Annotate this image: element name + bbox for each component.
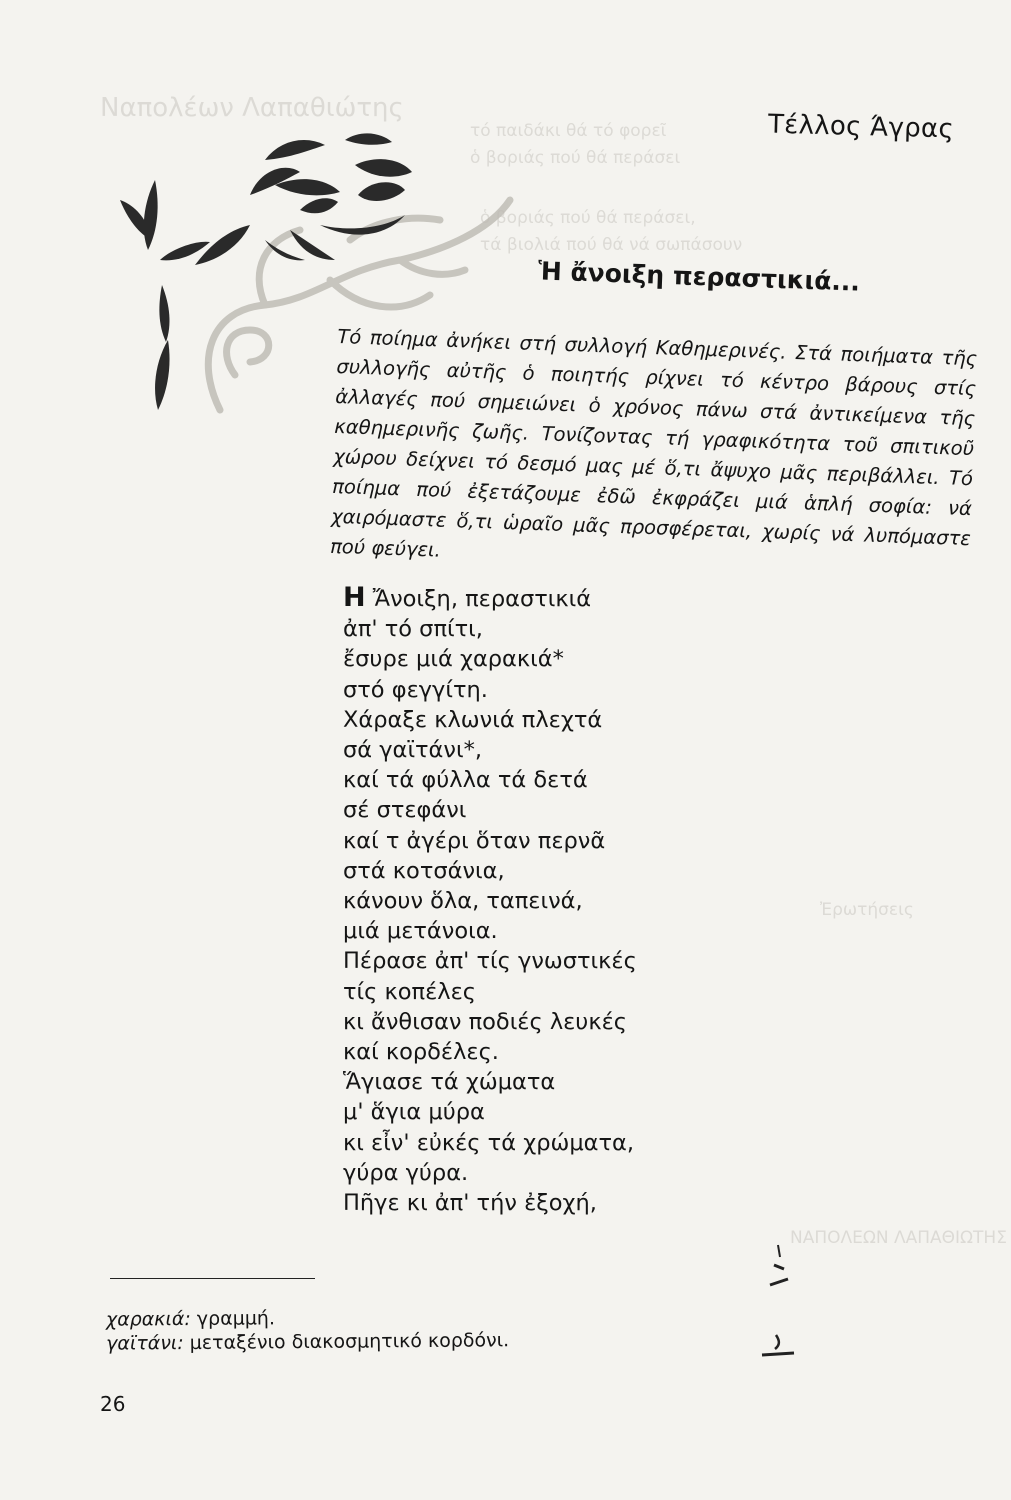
poem-line: κάνουν ὅλα, ταπεινά, [343,888,583,915]
poem-line: γύρα γύρα. [343,1159,469,1186]
poem-line-first-text: Ἄνοιξη, περαστικιά [365,586,592,612]
footnote-term: χαρακιά: [105,1308,191,1331]
bleed-line: Ναπολέων Λαπαθιώτης [100,93,404,123]
poem-line: στά κοτσάνια, [343,857,505,884]
poem-line: σά γαϊτάνι*, [343,737,482,764]
footnote-term: γαϊτάνι: [106,1332,184,1355]
poem-line: μιά μετάνοια. [343,918,498,945]
poem-line: μ' ἅγια μύρα [343,1099,485,1126]
poem-line: σέ στεφάνι [343,797,467,824]
poem-line: καί κορδέλες. [343,1039,499,1066]
bleed-line: ὁ βοριάς πού θά περάσει [470,148,681,168]
poem-line: κι εἶν' εὐκές τά χρώματα, [343,1129,634,1156]
footnotes [106,1304,509,1356]
footnote-definition: γραμμή. [190,1307,276,1331]
author-name: Τέλλος Άγρας [767,109,955,145]
bleed-through-text [790,1225,1007,1252]
footnote-item [106,1328,509,1356]
poem-line: ἀπ' τό σπίτι, [343,616,483,643]
poem-line: καί τ ἀγέρι ὅταν περνᾶ [343,827,606,854]
drop-cap: Η [343,582,366,613]
poem-body [343,583,637,1218]
intro-text: Τό ποίημα ἀνήκει στή συλλογή Καθημερινές. Στά ποιήματα τῆς συλλογῆς αὐτῆς ὁ ποιητής ρίχνει τό κέντρο βάρους στίς ἀλλαγές πού σημειώνει ὁ χρόνος πάνω στά ἀντικείμενα τῆς καθημερινῆς ζωῆς. Τονίζοντας τή γραφικότητα τοῦ σπιτικοῦ χώρου δείχνει τό δεσμό μας μέ ὅ,τι ἄψυχο μᾶς περιβάλλει. Τό ποίημα πού ἐξετάζουμε ἐδῶ ἐκφράζει μιά ἁπλή σοφία: νά χαιρόμαστε ὅ,τι ὡραῖο μᾶς προσφέρεται, χωρίς νά λυπόμαστε πού φεύγει. [329,324,978,562]
bleed-through-text [820,897,914,924]
bleed-line: Ἐρωτήσεις [820,900,914,920]
bleed-line: ΝΑΠΟΛΕΩΝ ΛΑΠΑΘΙΩΤΗΣ [790,1228,1007,1248]
poem-title: Ἡ ἄνοιξη περαστικιά... [537,256,861,297]
poem-line: καί τά φύλλα τά δετά [343,767,588,794]
page-number: 26 [100,1392,126,1416]
poem-line-first [343,583,637,614]
poem-line: ἔσυρε μιά χαρακιά* [343,646,564,673]
poem-line: Χάραξε κλωνιά πλεχτά [343,706,603,733]
poem-line: Πέρασε ἀπ' τίς γνωστικές [343,948,637,975]
poem-line: τίς κοπέλες [343,978,476,1005]
bleed-line: τό παιδάκι θά τό φορεῖ [470,121,667,141]
intro-paragraph [330,322,978,584]
bleed-line: ὁ βοριάς πού θά περάσει, [480,208,696,228]
poem-line: στό φεγγίτη. [343,676,488,703]
footnote-divider [110,1278,315,1279]
poem-line: κι ἄνθισαν ποδιές λευκές [343,1008,627,1035]
bleed-line: τά βιολιά πού θά νά σωπάσουν [480,235,743,255]
footnote-definition: μεταξένιο διακοσμητικό κορδόνι. [183,1329,510,1355]
footnote-item [106,1304,509,1332]
continuation-marks-icon [750,1235,810,1375]
poem-line: Πῆγε κι ἀπ' τήν ἐξοχή, [343,1190,597,1217]
poem-line: Ἅγιασε τά χώματα [343,1069,556,1096]
